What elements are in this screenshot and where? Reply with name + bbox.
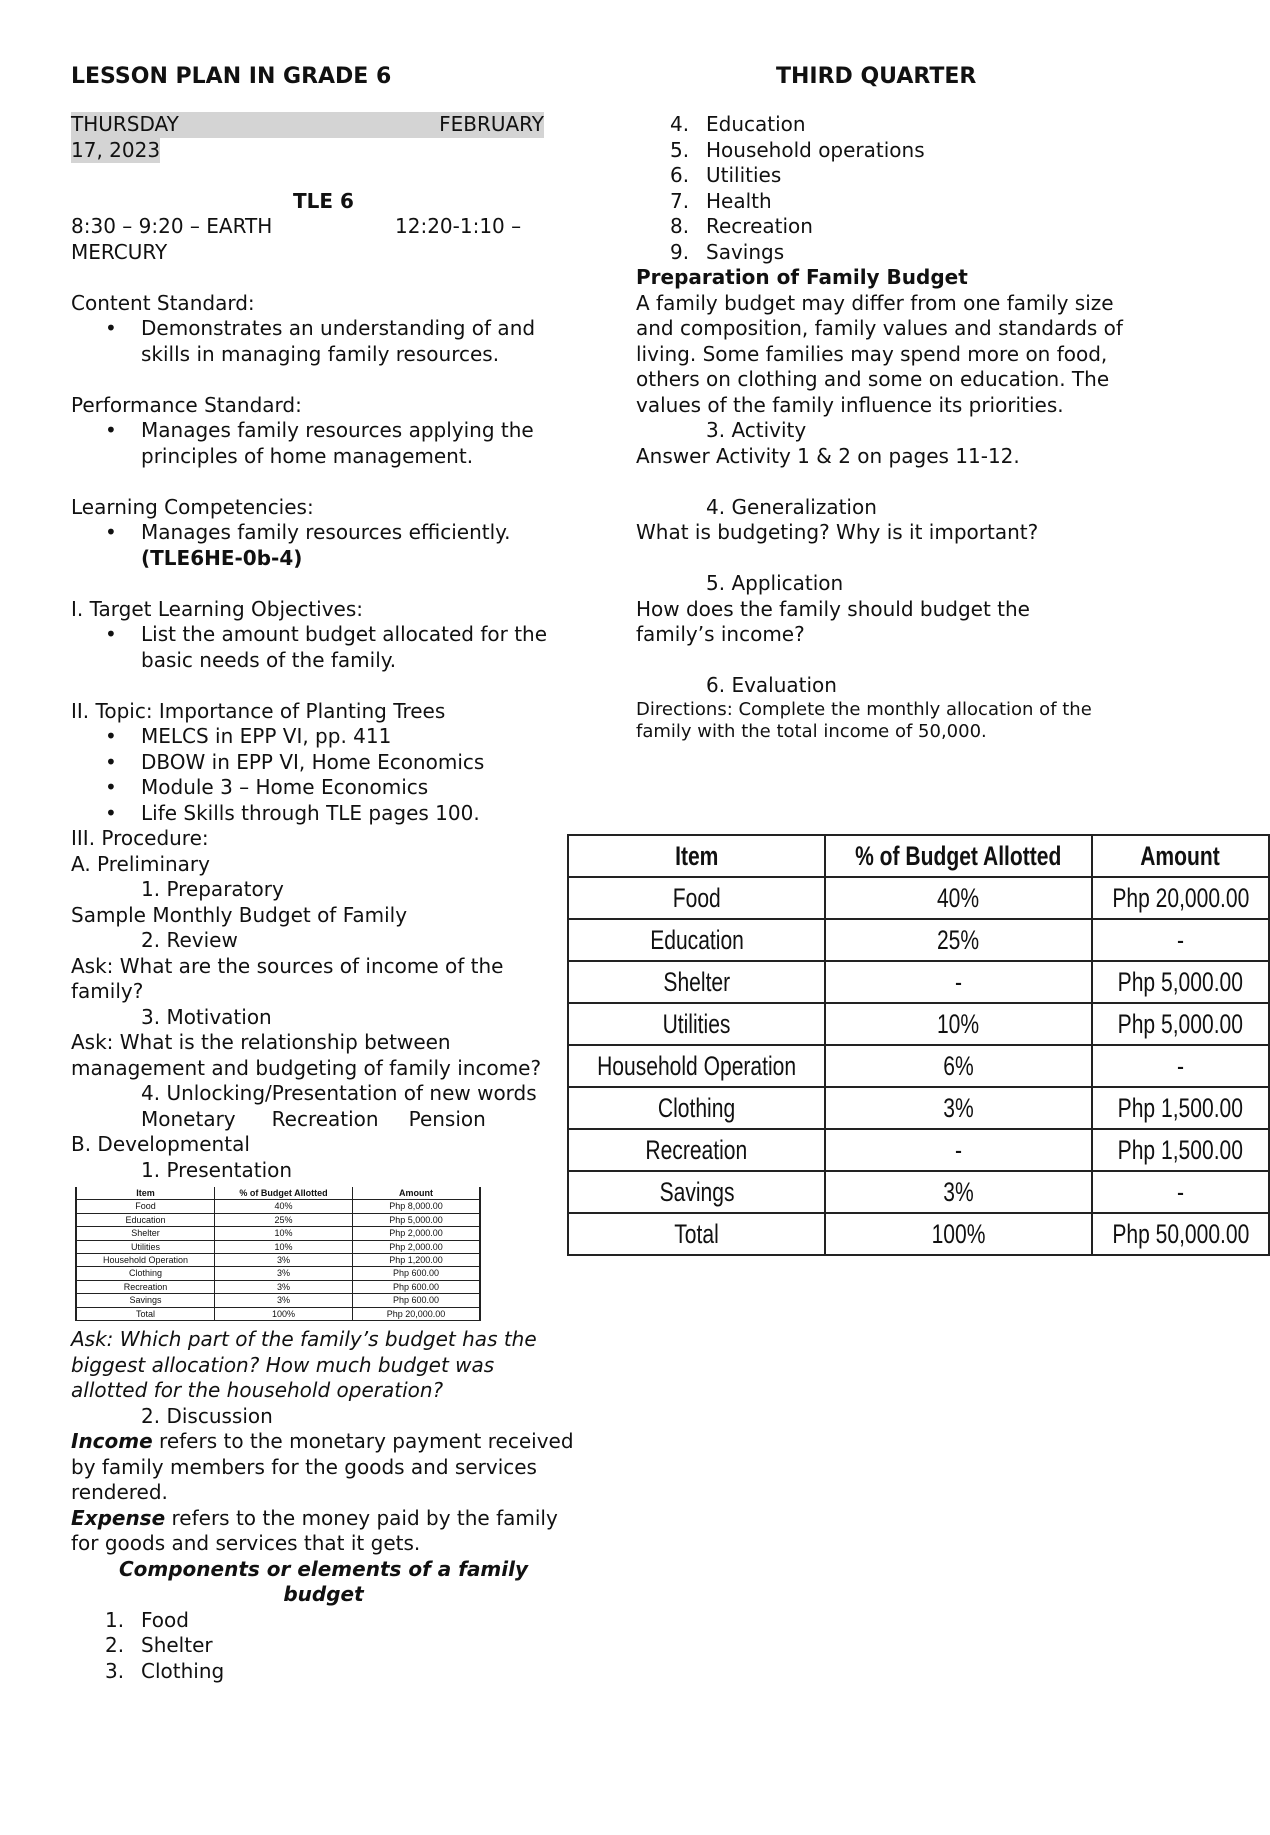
table-cell: Household Operation [568,1045,825,1087]
table-cell: Savings [76,1294,215,1307]
table-row [76,1307,480,1320]
table-cell: Php 5,000.00 [1092,1003,1270,1045]
list-item: 1. Food [105,1607,189,1632]
schedule-mercury-time: 12:20-1:10 – [395,214,522,238]
table-cell: Php 1,500.00 [1092,1129,1270,1171]
table-row [568,1087,1269,1129]
table-header: Item [568,835,825,877]
table-row [568,1213,1269,1255]
topic-ref-item: • Life Skills through TLE pages 100. [141,801,576,827]
table-cell: Education [568,919,825,961]
table-cell: - [1092,919,1270,961]
list-item: 6. Utilities [670,163,782,187]
date-line [71,112,544,163]
discussion-label: 2. Discussion [141,1403,273,1428]
unlocking-label: 4. Unlocking/Presentation of new words [141,1081,537,1105]
table-cell: Php 5,000.00 [1092,961,1270,1003]
table-row [76,1240,480,1253]
table-cell: Php 20,000.00 [353,1307,481,1320]
motivation-label: 3. Motivation [141,1004,272,1029]
table-header: Item [76,1187,215,1200]
evaluation-label: 6. Evaluation [706,673,837,697]
learning-competency-item: • Manages family resources efficiently. (TLE6HE-0b-4) [141,520,576,571]
table-row [568,919,1269,961]
generalization-question: What is budgeting? Why is it important? [636,520,1039,544]
date-day: THURSDAY [71,112,179,136]
table-cell: Recreation [76,1280,215,1293]
table-cell: Php 5,000.00 [353,1213,481,1226]
list-item: 5. Household operations [670,137,925,162]
table-cell: 100% [825,1213,1091,1255]
application-question: How does the family should budget the family’s income? [636,596,1030,646]
components-title: Components or elements of a family budget [118,1556,529,1607]
evaluation-directions: Directions: Complete the monthly allocation of the family with the total income of 50,000. [636,698,1092,742]
table-cell: 3% [215,1280,353,1293]
table-cell: 3% [215,1294,353,1307]
schedule-line [71,214,576,240]
table-cell: 3% [825,1087,1091,1129]
table-cell: Total [76,1307,215,1320]
table-cell: Php 20,000.00 [1092,877,1270,919]
developmental-label: B. Developmental [71,1132,250,1156]
sample-budget-label: Sample Monthly Budget of Family [71,902,408,927]
activity-text: Answer Activity 1 & 2 on pages 11-12. [636,443,1020,468]
table-cell: Education [76,1213,215,1226]
generalization-label: 4. Generalization [706,494,877,519]
table-row [76,1227,480,1240]
table-cell: 40% [215,1200,353,1213]
preparatory-label: 1. Preparatory [141,877,284,901]
table-cell: 10% [215,1240,353,1253]
table-cell: 10% [825,1003,1091,1045]
table-header-row [568,835,1269,877]
table-header: % of Budget Allotted [825,835,1091,877]
table-cell: 25% [825,919,1091,961]
right-column [636,64,1156,743]
table-cell: 10% [215,1227,353,1240]
application-label: 5. Application [706,571,844,595]
components-list-right [636,112,1156,265]
word-item: Pension [408,1106,486,1131]
objective-item: • List the amount budget allocated for the basic needs of the family. [141,622,576,673]
table-cell: 3% [215,1267,353,1280]
word-item: Monetary [141,1106,236,1131]
review-question: Ask: What are the sources of income of the family? [71,953,504,1003]
date-month: FEBRUARY [439,112,544,136]
activity-label: 3. Activity [706,418,807,442]
left-column [71,64,576,1684]
list-item: 7. Health [670,188,772,213]
list-item: 3. Clothing [105,1658,225,1683]
subject-title: TLE 6 [293,188,354,213]
income-definition: Income refers to the monetary payment received by family members for the goods and services rendered. [71,1429,574,1505]
table-header: Amount [353,1187,481,1200]
table-cell: Php 1,200.00 [353,1254,481,1267]
table-cell: Php 600.00 [353,1294,481,1307]
table-row [568,877,1269,919]
table-row [76,1213,480,1226]
table-cell: Food [76,1200,215,1213]
table-cell: Php 1,500.00 [1092,1087,1270,1129]
table-cell: 40% [825,877,1091,919]
table-row [76,1267,480,1280]
topic-ref-item: • Module 3 – Home Economics [141,775,576,801]
preparation-text: A family budget may differ from one family size and composition, family values and standards of living. Some families may spend more on food, others on clothing and some on education. The values of the family influence its priorities. [636,290,1123,417]
table-cell: Recreation [568,1129,825,1171]
schedule-mercury: MERCURY [71,239,168,264]
date-rest: 17, 2023 [71,137,161,162]
table-cell: 100% [215,1307,353,1320]
table-row [568,1003,1269,1045]
components-list-left [71,1608,576,1685]
table-cell: Php 2,000.00 [353,1240,481,1253]
table-row [568,961,1269,1003]
list-item: 8. Recreation [670,214,813,238]
list-item: 9. Savings [670,239,785,264]
expense-definition: Expense refers to the money paid by the family for goods and services that it gets. [71,1505,558,1556]
schedule-earth: 8:30 – 9:20 – EARTH [71,214,273,238]
table-row [76,1294,480,1307]
table-cell: Php 50,000.00 [1092,1213,1270,1255]
table-row [76,1200,480,1213]
table-cell: - [825,1129,1091,1171]
presentation-question: Ask: Which part of the family’s budget has the biggest allocation? How much budget was allotted for the household operation? [71,1327,537,1403]
table-cell: Php 600.00 [353,1267,481,1280]
table-cell: - [825,961,1091,1003]
word-item: Recreation [271,1106,379,1131]
quarter-title: THIRD QUARTER [776,64,977,89]
table-row [76,1280,480,1293]
table-row [76,1254,480,1267]
table-cell: 25% [215,1213,353,1226]
topic-ref-item: • MELCS in EPP VI, pp. 411 [141,724,576,750]
topic-ref-item: • DBOW in EPP VI, Home Economics [141,750,576,776]
performance-standard-label: Performance Standard: [71,392,302,417]
lesson-plan-title: LESSON PLAN IN GRADE 6 [71,64,392,89]
table-cell: - [1092,1171,1270,1213]
table-cell: Savings [568,1171,825,1213]
review-label: 2. Review [141,928,238,952]
learning-competencies-label: Learning Competencies: [71,494,314,519]
expense-term: Expense [71,1505,166,1530]
table-header-row [76,1187,480,1200]
table-cell: Shelter [76,1227,215,1240]
table-cell: Php 8,000.00 [353,1200,481,1213]
table-row [568,1129,1269,1171]
performance-standard-item: • Manages family resources applying the principles of home management. [141,418,576,469]
income-term: Income [71,1429,153,1454]
table-cell: Shelter [568,961,825,1003]
competency-code: (TLE6HE-0b-4) [141,545,303,570]
evaluation-budget-table [567,834,1270,1256]
motivation-question: Ask: What is the relationship between management and budgeting of family income? [71,1030,542,1080]
list-item: 4. Education [670,112,806,136]
table-cell: Clothing [76,1267,215,1280]
sample-budget-table [75,1187,481,1321]
table-cell: Php 600.00 [353,1280,481,1293]
content-standard-label: Content Standard: [71,290,255,315]
table-cell: 3% [215,1254,353,1267]
new-words [71,1107,576,1133]
table-header: % of Budget Allotted [215,1187,353,1200]
preliminary-label: A. Preliminary [71,851,210,876]
content-standard-item: • Demonstrates an understanding of and skills in managing family resources. [141,316,576,367]
table-cell: 6% [825,1045,1091,1087]
list-item: 2. Shelter [105,1633,213,1658]
table-row [568,1045,1269,1087]
table-cell: Food [568,877,825,919]
preparation-title: Preparation of Family Budget [636,265,968,289]
table-cell: Utilities [76,1240,215,1253]
table-header: Amount [1092,835,1270,877]
table-cell: Php 2,000.00 [353,1227,481,1240]
table-cell: Utilities [568,1003,825,1045]
topic-label: II. Topic: Importance of Planting Trees [71,698,446,723]
procedure-label: III. Procedure: [71,826,209,850]
table-cell: 3% [825,1171,1091,1213]
table-cell: Household Operation [76,1254,215,1267]
table-row [568,1171,1269,1213]
objectives-label: I. Target Learning Objectives: [71,596,364,621]
table-cell: Total [568,1213,825,1255]
table-cell: - [1092,1045,1270,1087]
presentation-label: 1. Presentation [141,1157,293,1182]
table-cell: Clothing [568,1087,825,1129]
